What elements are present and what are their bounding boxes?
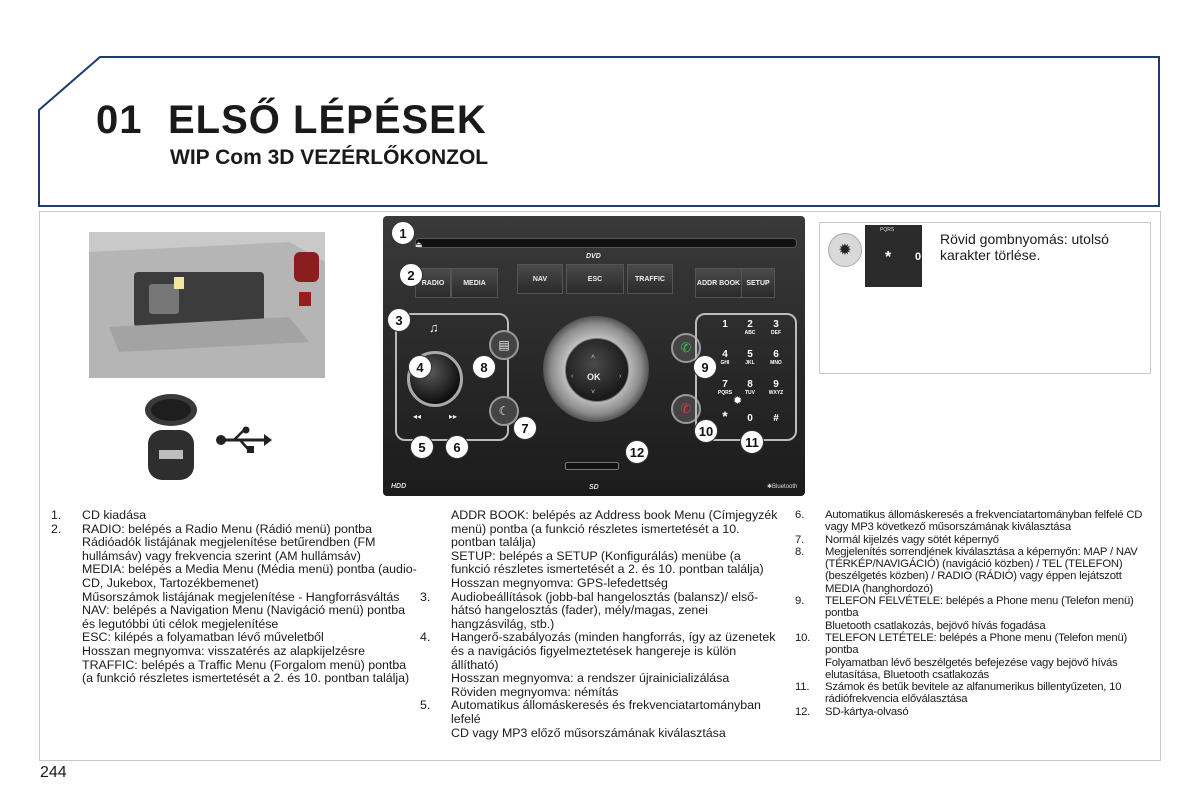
dial-up-arrow[interactable]: ˄ [591, 354, 596, 361]
key-hash[interactable]: # [773, 413, 779, 424]
setup-button[interactable]: SETUP [741, 268, 775, 298]
description-column-2 [420, 509, 780, 740]
dial-left-arrow[interactable]: ‹ [571, 373, 574, 380]
list-item-number: 9. [795, 595, 805, 608]
key-7[interactable]: 7 PQRS [717, 379, 733, 396]
list-item [420, 699, 780, 726]
esc-button[interactable]: ESC [566, 264, 624, 294]
list-item-text: TELEFON LETÉTELE: belépés a Phone menu (Telefon menü) pontba [825, 631, 1128, 657]
tip-key-pqrs: PQRS [880, 227, 895, 233]
addr-book-button[interactable]: ADDR BOOK [695, 268, 742, 298]
callout-12: 12 [625, 440, 649, 464]
list-item [51, 631, 417, 645]
list-item-text: TRAFFIC: belépés a Traffic Menu (Forgalom menü) pontba (a funkció részletes ismertetését a 2. és 10. pontban találja) [82, 657, 410, 686]
dvd-logo: DVD [586, 253, 601, 260]
key-4[interactable]: 4 GHI [720, 349, 730, 366]
list-item-number: 10. [795, 631, 811, 644]
backspace-icon: ✹ [828, 233, 862, 267]
list-item [795, 657, 1147, 682]
media-button[interactable]: MEDIA [451, 268, 498, 298]
list-item-text: CD vagy MP3 előző műsorszámának kiválasztása [451, 725, 726, 740]
key-8[interactable]: 8 TUV [745, 379, 755, 396]
callout-3: 3 [387, 308, 411, 332]
list-item-text: ESC: kilépés a folyamatban lévő műveletből [82, 630, 324, 645]
callout-5: 5 [410, 435, 434, 459]
list-item-text: MEDIA: belépés a Media Menu (Média menü) pontba (audio-CD, Jukebox, Tartozékbemenet) [82, 562, 417, 590]
chapter-subtitle: WIP Com 3D VEZÉRLŐKONZOL [170, 146, 489, 169]
list-item [420, 577, 780, 591]
usb-socket-photo [140, 392, 202, 484]
display-order-button[interactable]: ▤ [489, 330, 519, 360]
list-item-number: 1. [51, 508, 62, 522]
description-column-3 [795, 509, 1147, 718]
list-item [420, 591, 780, 632]
traffic-button[interactable]: TRAFFIC [627, 264, 673, 294]
list-item [420, 672, 780, 686]
list-item [420, 686, 780, 700]
list-item-text: Megjelenítés sorrendjének kiválasztása a képernyőn: MAP / NAV (TÉRKÉP/NAVIGÁCIÓ) (navigáció közben) / TEL (TELEFON) (beszélgetés közben) / RADIO (RÁDIÓ) vagy éppen lejátszott MEDIA (hanghordozó) [825, 545, 1138, 595]
list-item-text: SD-kártya-olvasó [825, 705, 909, 718]
key-star[interactable]: * [722, 408, 728, 424]
callout-1: 1 [391, 221, 415, 245]
list-item [51, 536, 417, 563]
key-3[interactable]: 3 DEF [771, 319, 781, 336]
key-2[interactable]: 2 ABC [744, 319, 756, 336]
list-item [795, 706, 1147, 718]
list-item [420, 727, 780, 741]
key-5[interactable]: 5 JKL [745, 349, 755, 366]
key-9[interactable]: 9 WXYZ [768, 379, 784, 396]
list-item-text: Hosszan megnyomva: a rendszer újrainicializálása [451, 671, 730, 686]
list-item [795, 681, 1147, 706]
list-item [51, 604, 417, 631]
control-panel [383, 216, 805, 496]
list-item-number: 3. [420, 589, 431, 604]
backspace-light-icon: ✹ [733, 395, 743, 407]
usb-icon [214, 425, 274, 455]
list-item-number: 4. [420, 630, 431, 645]
list-item-text: Műsorszámok listájának megjelenítése - Hangforrásváltás [82, 589, 400, 604]
bluetooth-label: ✱Bluetooth [767, 484, 798, 490]
list-item-number: 12. [795, 705, 811, 718]
list-item-text: RADIO: belépés a Radio Menu (Rádió menü) pontba [82, 521, 372, 536]
tip-key-0: 0 [915, 251, 922, 263]
key-1[interactable]: 1 [722, 319, 728, 330]
list-item-text: Automatikus állomáskeresés és frekvenciatartományban lefelé [451, 698, 761, 726]
tip-text: Rövid gombnyomás: utolsó karakter törlése. [940, 231, 1109, 263]
chapter-title: ELSŐ LÉPÉSEK [168, 98, 487, 142]
list-item-number: 8. [795, 545, 805, 558]
list-item-text: Rádióadók listájának megjelenítése betűrendben (FM hullámsáv) vagy frekvencia szerint (AM hullámsáv) [82, 535, 376, 563]
list-item-number: 6. [795, 509, 805, 521]
dial-down-arrow[interactable]: ˅ [591, 389, 596, 396]
list-item-text: CD kiadása [82, 508, 147, 522]
hdd-label: HDD [391, 483, 407, 490]
list-item-text: Folyamatban lévő beszélgetés befejezése vagy bejövő hívás elutasítása, Bluetooth csatlakozás [825, 656, 1118, 681]
list-item [51, 523, 417, 537]
key-0[interactable]: 0 [747, 413, 753, 424]
list-item [420, 509, 780, 550]
list-item-text: Hangerő-szabályozás (minden hangforrás, így az üzenetek és a navigációs figyelmeztetések hangereje is külön állítható) [451, 630, 776, 672]
list-item-text: Automatikus állomáskeresés a frekvenciatartományban felfelé CD vagy MP3 következő műsorszámának kiválasztása [825, 509, 1143, 534]
callout-11: 11 [740, 430, 764, 454]
page-number: 244 [40, 764, 67, 781]
list-item-text: SETUP: belépés a SETUP (Konfigurálás) menübe (a funkció részletes ismertetését a 2. és 10. pontban találja) [451, 548, 764, 577]
callout-4: 4 [408, 355, 432, 379]
list-item [420, 550, 780, 577]
list-item [795, 632, 1147, 657]
key-6[interactable]: 6 MNO [770, 349, 782, 366]
list-item [51, 591, 417, 605]
list-item-text: TELEFON FELVÉTELE: belépés a Phone menu (Telefon menü) pontba [825, 595, 1134, 620]
list-item [795, 595, 1147, 620]
list-item-number: 11. [795, 681, 810, 694]
eject-icon[interactable]: ⏏ [415, 240, 423, 249]
list-item-text: Hosszan megnyomva: GPS-lefedettség [451, 575, 668, 590]
list-item-text: Számok és betűk bevitele az alfanumerikus billentyűzeten, 10 rádiófrekvencia előválasztása [825, 681, 1122, 706]
list-item [51, 659, 417, 686]
nav-button[interactable]: NAV [517, 264, 563, 294]
ok-button[interactable]: OK [587, 372, 601, 382]
cd-slot [415, 238, 797, 248]
callout-9: 9 [693, 355, 717, 379]
callout-6: 6 [445, 435, 469, 459]
seek-back-icon[interactable]: ◂◂ [413, 412, 422, 421]
audio-settings-icon[interactable]: ♫ [429, 320, 439, 335]
tip-key-star: * [885, 249, 892, 266]
list-item [795, 509, 1147, 534]
list-item [795, 534, 1147, 546]
list-item [420, 631, 780, 672]
sd-logo: SD [589, 484, 599, 491]
list-item-number: 7. [795, 533, 805, 546]
list-item [795, 620, 1147, 632]
callout-8: 8 [472, 355, 496, 379]
seek-forward-icon[interactable]: ▸▸ [449, 412, 458, 421]
list-item-text: Hosszan megnyomva: visszatérés az alapkijelzésre [82, 643, 366, 658]
list-item [51, 563, 417, 590]
callout-10: 10 [694, 419, 718, 443]
sd-card-slot[interactable] [565, 462, 619, 470]
list-item-number: 2. [51, 521, 62, 536]
list-item [51, 509, 417, 523]
list-item-text: Röviden megnyomva: némítás [451, 684, 619, 699]
list-item [51, 645, 417, 659]
glovebox-photo [89, 232, 325, 378]
chapter-number: 01 [96, 98, 143, 142]
list-item-text: NAV: belépés a Navigation Menu (Navigáció menü) pontba és legutóbbi úti célok megjelenítése [82, 603, 406, 631]
phone-hangup-button[interactable]: ✆ [671, 394, 701, 424]
list-item-text: Bluetooth csatlakozás, bejövő hívás fogadása [825, 619, 1046, 632]
list-item-text: Normál kijelzés vagy sötét képernyő [825, 533, 999, 546]
callout-7: 7 [513, 416, 537, 440]
dark-mode-button[interactable]: ☾ [489, 396, 519, 426]
nav-dial-inner [565, 338, 629, 402]
tip-keypad-inset [865, 225, 922, 287]
list-item-text: Audiobeállítások (jobb-bal hangelosztás (balansz)/ első-hátsó hangelosztás (fader), mély/magas, zenei hangzásvilág, stb.) [451, 589, 759, 631]
dial-right-arrow[interactable]: › [619, 373, 622, 380]
list-item-text: ADDR BOOK: belépés az Address book Menu (Címjegyzék menü) pontba (a funkció részletes ismertetését a 10. pontban találja) [451, 508, 778, 550]
callout-2: 2 [399, 263, 423, 287]
description-column-1 [51, 509, 417, 686]
radio-button[interactable]: RADIO [415, 268, 451, 298]
list-item-number: 5. [420, 698, 431, 713]
list-item [795, 546, 1147, 595]
phone-answer-button[interactable]: ✆ [671, 333, 701, 363]
